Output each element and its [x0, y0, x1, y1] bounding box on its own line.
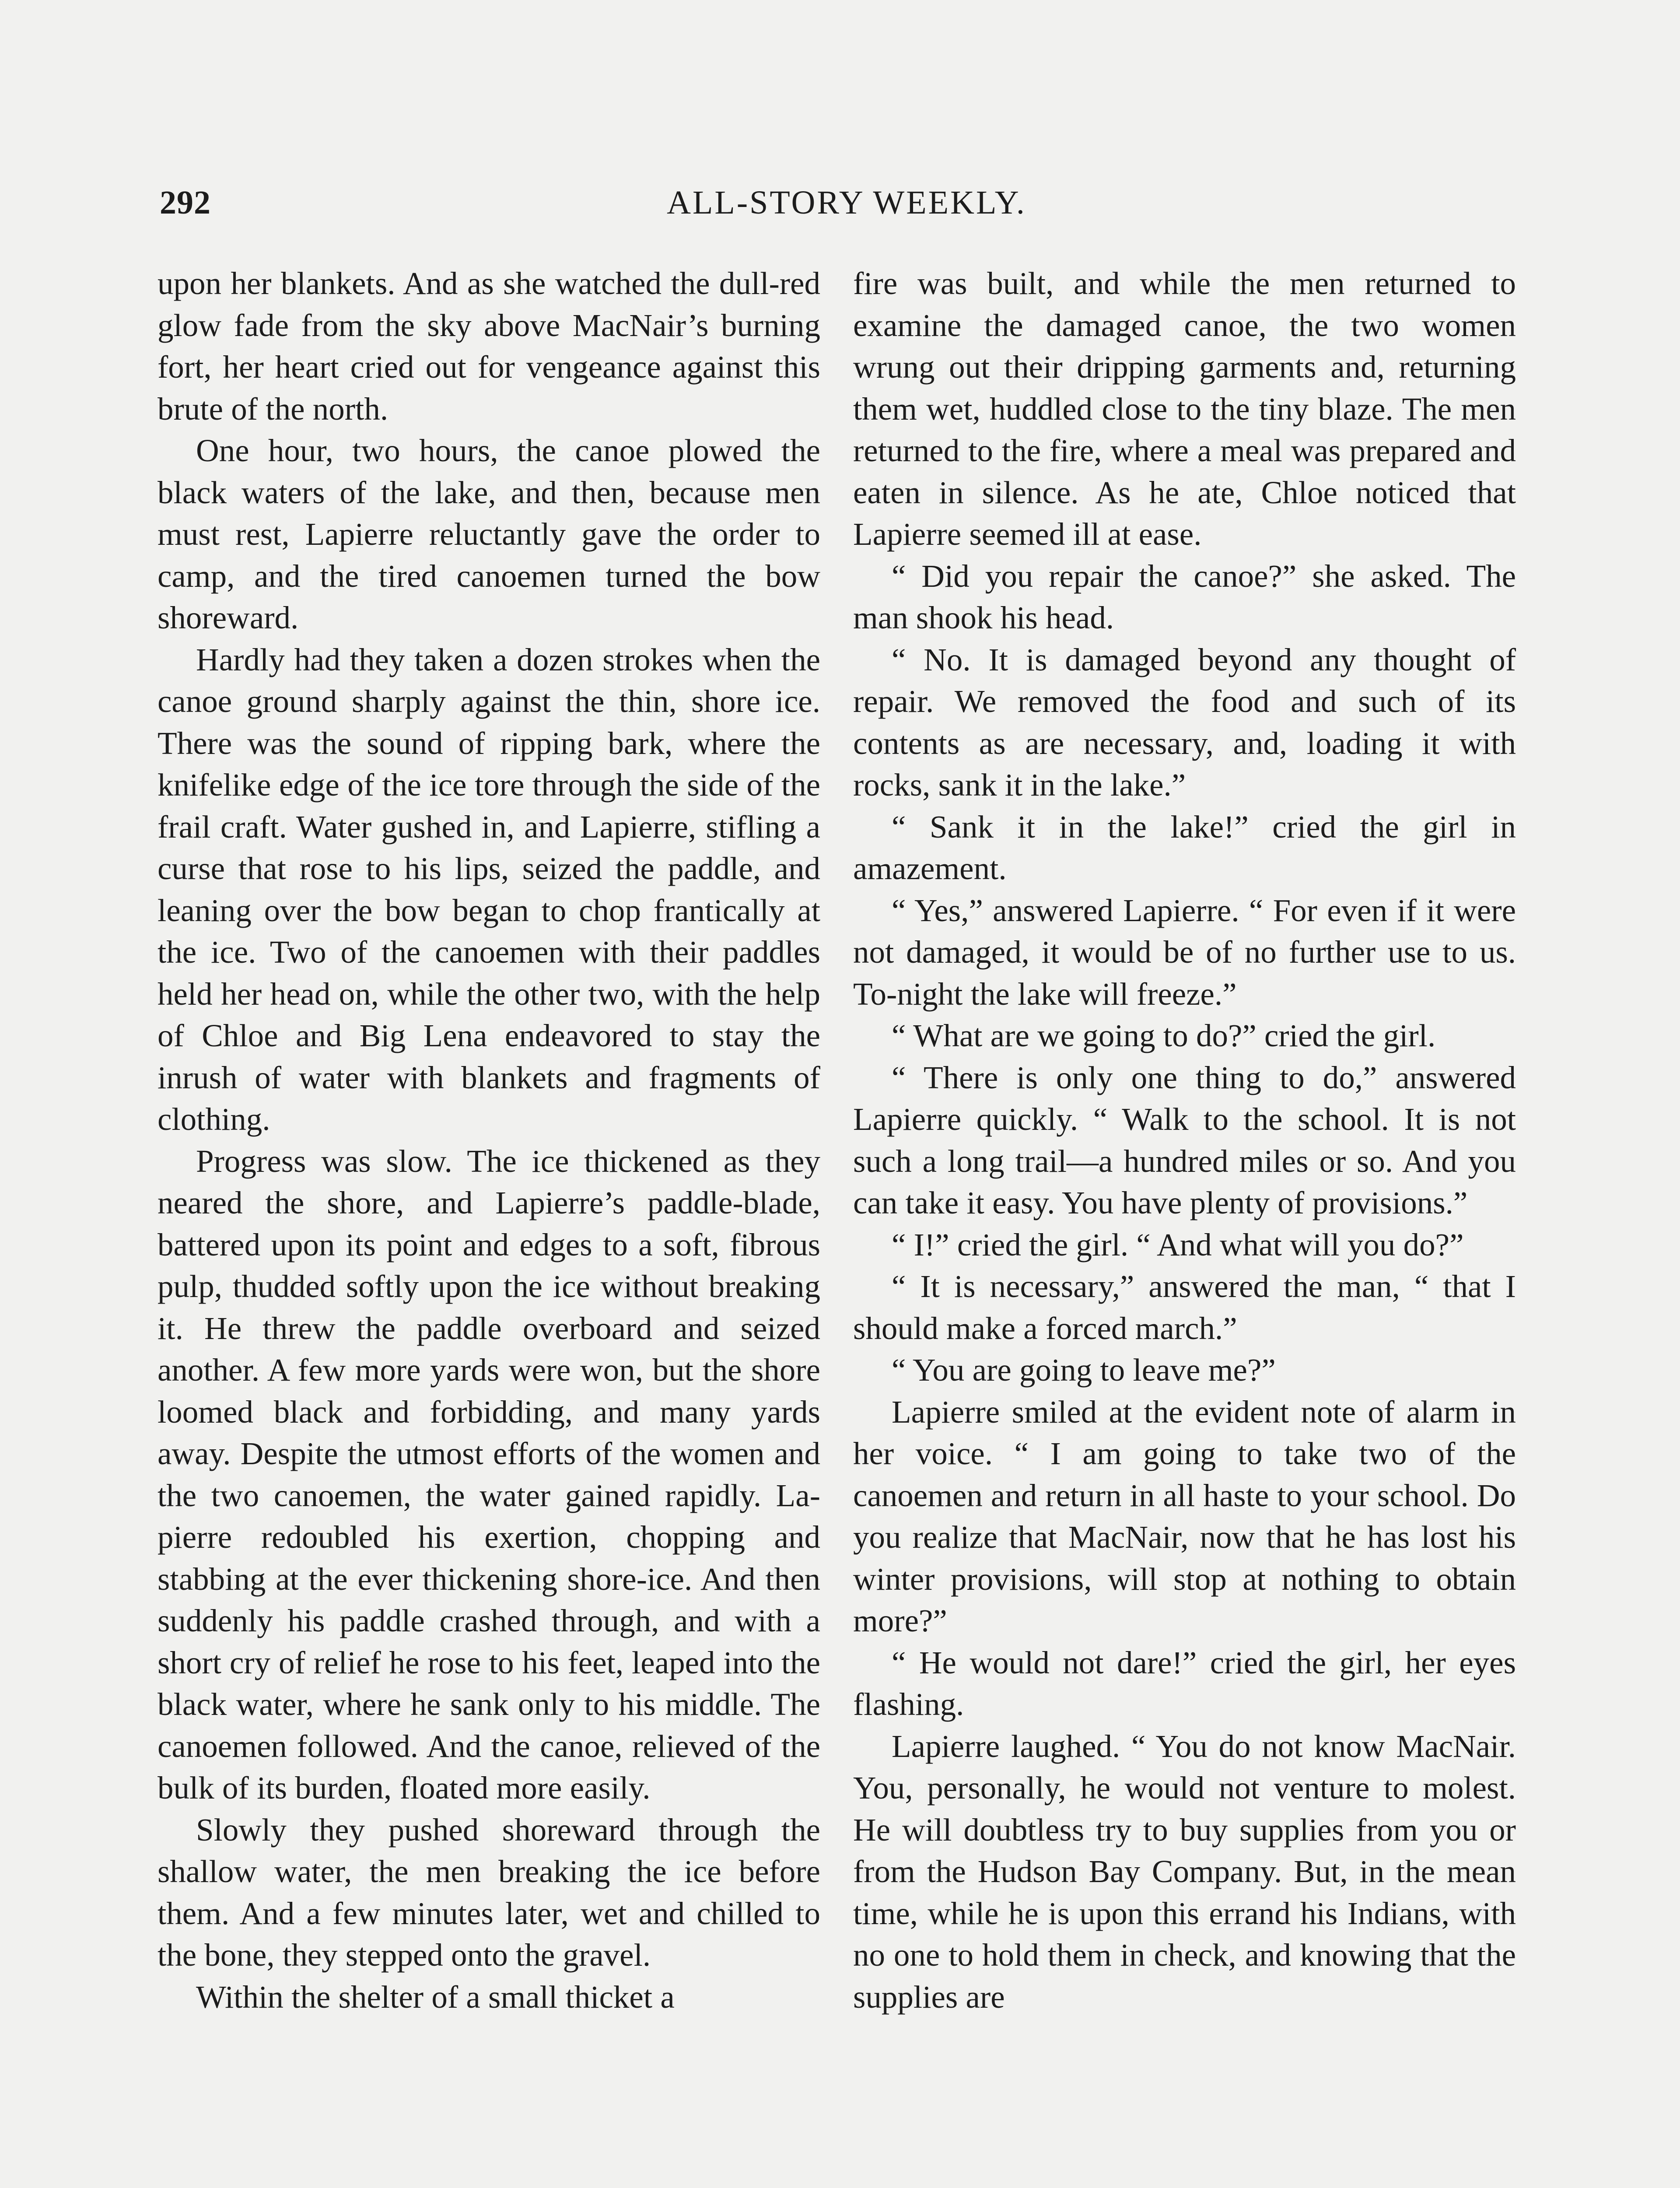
paragraph: Hardly had they taken a dozen strokes when the canoe ground sharply against the thin, shore ice. There was the sound of ripping bark, where the knifelike edge of the ice tore through the side of the frail craft. Water gushed in, and Lapierre, stifling a curse that rose to his lips, seized the paddle, and leaning over the bow began to chop frantically at the ice. Two of the canoemen with their paddles held her head on, while the other two, with the help of Chloe and Big Lena endeavored to stay the inrush of water with blankets and fragments of clothing.: [158, 642, 820, 1137]
paragraph: Slowly they pushed shoreward through the shallow water, the men breaking the ice before them. And a few minutes later, wet and chilled to the bone, they stepped onto the gravel.: [158, 1812, 820, 1973]
paragraph: upon her blankets. And as she watched the dull-red glow fade from the sky above MacNair’s burning fort, her heart cried out for vengeance against this brute of the north.: [158, 266, 820, 427]
paragraph: “ Did you repair the canoe?” she asked. The man shook his head.: [853, 558, 1516, 635]
paragraph: Within the shelter of a small thicket a: [196, 1979, 675, 2015]
paragraph: “ Yes,” answered Lapierre. “ For even if it were not damaged, it would be of no further use to us. To-night the lake will freeze.”: [853, 892, 1516, 1012]
page-number: 292: [160, 184, 211, 221]
paragraph: “ What are we going to do?” cried the girl.: [892, 1018, 1436, 1053]
left-column: [158, 263, 820, 2018]
running-title: ALL-STORY WEEKLY.: [667, 184, 1026, 221]
paragraph: Progress was slow. The ice thickened as they neared the shore, and Lapierre’s paddle-blade, battered upon its point and edges to a soft, fibrous pulp, thudded softly upon the ice without breaking it. He threw the paddle overboard and seized another. A few more yards were won, but the shore loomed black and forbidding, and many yards away. Despite the utmost efforts of the women and the two canoemen, the water gained rapidly. Lapierre redoubled his exertion, chopping and stabbing at the ever thickening shore-ice. And then suddenly his paddle crashed through, and with a short cry of relief he rose to his feet, leaped into the black water, where he sank only to his middle. The canoemen followed. And the canoe, relieved of the bulk of its burden, floated more easily.: [158, 1143, 820, 1806]
paragraph: “ Sank it in the lake!” cried the girl in amazement.: [853, 809, 1516, 886]
paragraph: “ There is only one thing to do,” answered Lapierre quickly. “ Walk to the school. It is not such a long trail—a hundred miles or so. And you can take it easy. You have plenty of provisions.”: [853, 1059, 1516, 1220]
paragraph: “ He would not dare!” cried the girl, her eyes flashing.: [853, 1645, 1516, 1722]
paragraph: “ No. It is damaged beyond any thought of repair. We removed the food and such of its contents as are necessary, and, loading it with rocks, sank it in the lake.”: [853, 642, 1516, 803]
right-column: [853, 263, 1516, 2018]
paragraph: Lapierre smiled at the evident note of alarm in her voice. “ I am going to take two of the canoemen and return in all haste to your school. Do you realize that MacNair, now that he has lost his winter provisions, will stop at nothing to obtain more?”: [853, 1394, 1516, 1638]
paragraph: Lapierre laughed. “ You do not know MacNair. You, personally, he would not venture to molest. He will doubtless try to buy supplies from you or from the Hudson Bay Company. But, in the mean time, while he is upon this errand his Indians, with no one to hold them in check, and knowing that the supplies are: [853, 1728, 1516, 2015]
page-header: [160, 184, 1533, 236]
paragraph: One hour, two hours, the canoe plowed the black waters of the lake, and then, because men must rest, Lapierre reluctantly gave the order to camp, and the tired canoemen turned the bow shoreward.: [158, 433, 820, 635]
paragraph: fire was built, and while the men returned to examine the damaged canoe, the two women wrung out their dripping garments and, returning them wet, huddled close to the tiny blaze. The men returned to the fire, where a meal was prepared and eaten in silence. As he ate, Chloe noticed that Lapierre seemed ill at ease.: [853, 266, 1516, 552]
paragraph: “ You are going to leave me?”: [892, 1352, 1276, 1388]
paragraph: “ It is necessary,” answered the man, “ that I should make a forced march.”: [853, 1269, 1516, 1346]
paragraph: “ I!” cried the girl. “ And what will you do?”: [892, 1227, 1464, 1262]
